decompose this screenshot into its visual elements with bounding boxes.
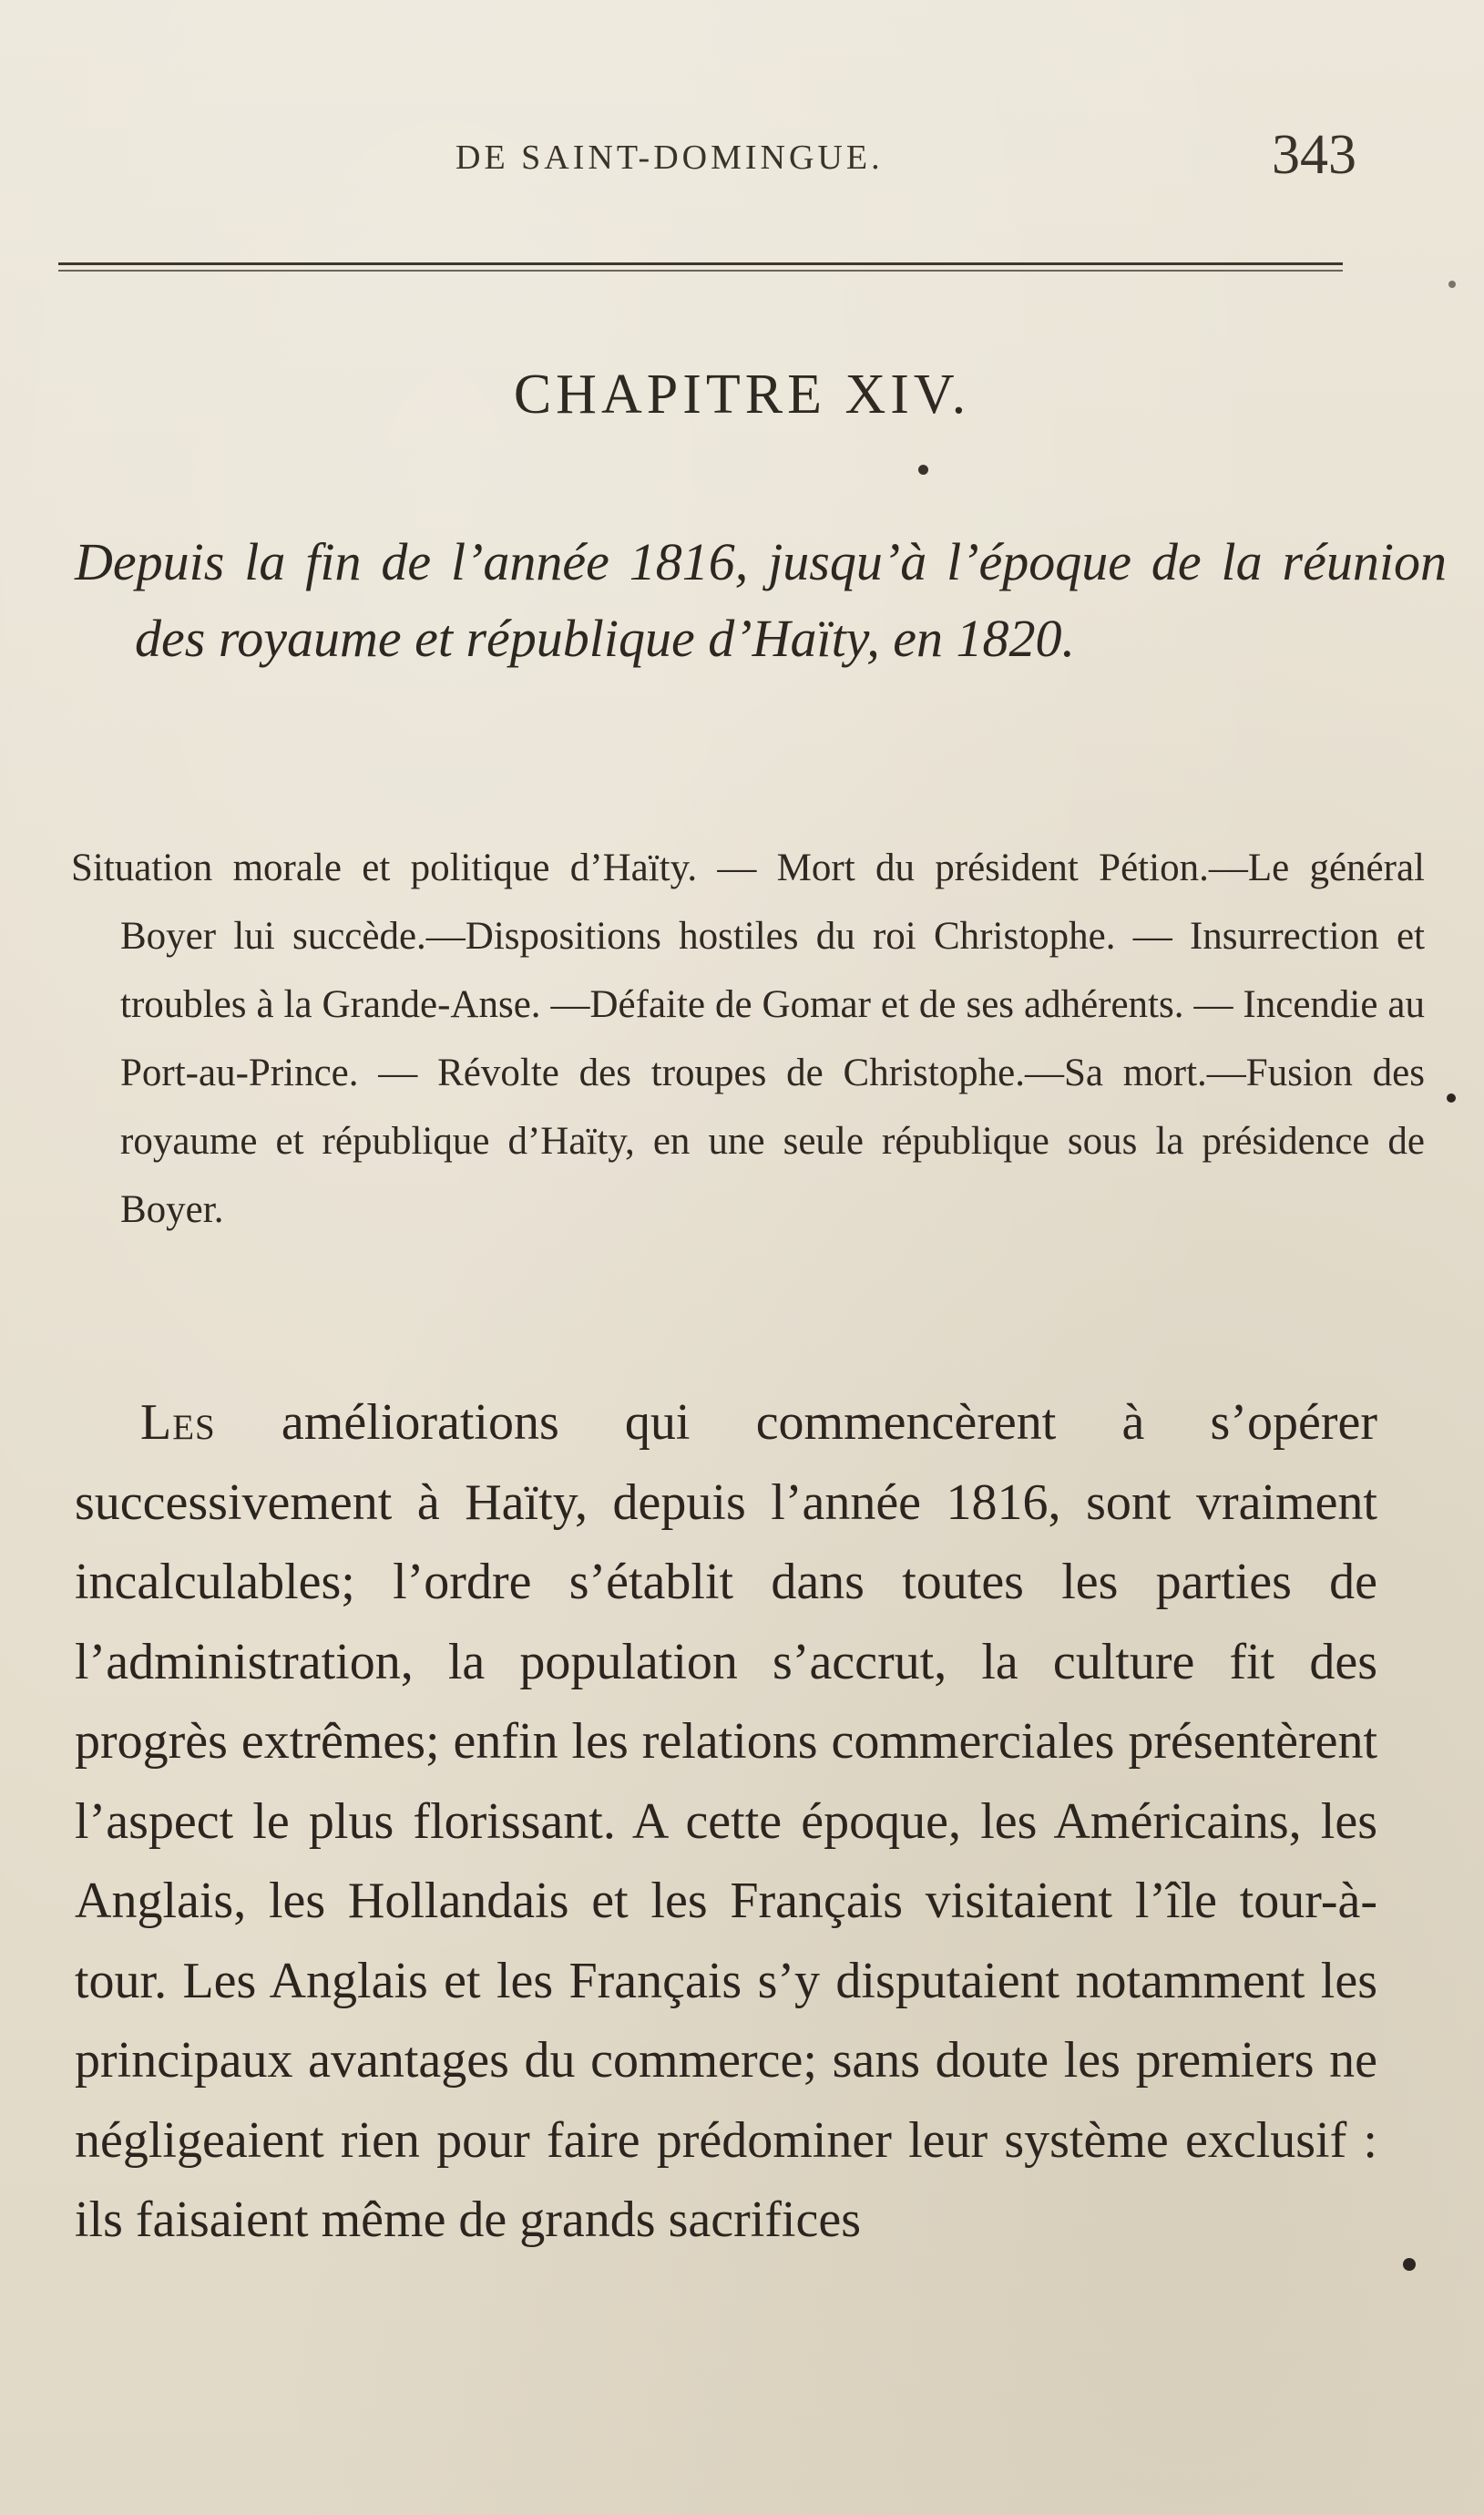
ornament-dot — [918, 465, 928, 475]
chapter-summary: Situation morale et politique d’Haïty. — Mort du président Pétion.—Le général Boyer lui succède.—Dispositions hostiles du roi Christophe. — Insurrection et troubles à la Grande-Anse. —Défaite de Gomar et de ses adhérents. — Incendie au Port-au-Prince. — Révolte des troupes de Christophe.—Sa mort.—Fusion des royaume et république d’Haïty, en une seule république sous la présidence de Boyer. — [71, 847, 1425, 1231]
header-rule — [58, 262, 1343, 275]
body-paragraph-text: améliorations qui commencèrent à s’opérer successivement à Haïty, depuis l’année 1816, sont vraiment incalculables; l’ordre s’établit dans toutes les parties de l’administration, la population s’accrut, la culture fit des progrès extrêmes; enfin les relations commerciales présentèrent l’aspect le plus florissant. A cette époque, les Américains, les Anglais, les Hollandais et les Français visitaient l’île tour-à-tour. Les Anglais et les Français s’y disputaient notamment les principaux avantages du commerce; sans doute les premiers ne négligeaient rien pour faire prédominer leur système exclusif : ils faisaient même de grands sacrifices — [75, 1394, 1377, 2248]
chapter-title: CHAPITRE XIV. — [513, 364, 971, 426]
page-number: 343 — [1272, 124, 1356, 186]
ink-speck — [1448, 281, 1456, 288]
chapter-subtitle: Depuis la fin de l’année 1816, jusqu’à l’époque de la réunion des royaume et république d’Haïty, en 1820. — [75, 532, 1447, 668]
header-rule-line-top — [58, 262, 1343, 265]
running-head — [0, 123, 1484, 196]
header-rule-line-bottom — [58, 270, 1343, 272]
ink-speck — [1447, 1093, 1456, 1103]
ink-speck — [1403, 2258, 1416, 2271]
running-title: DE SAINT-DOMINGUE. — [455, 139, 884, 177]
body-paragraph — [75, 1383, 1377, 2261]
lead-word: Les — [140, 1394, 216, 1451]
